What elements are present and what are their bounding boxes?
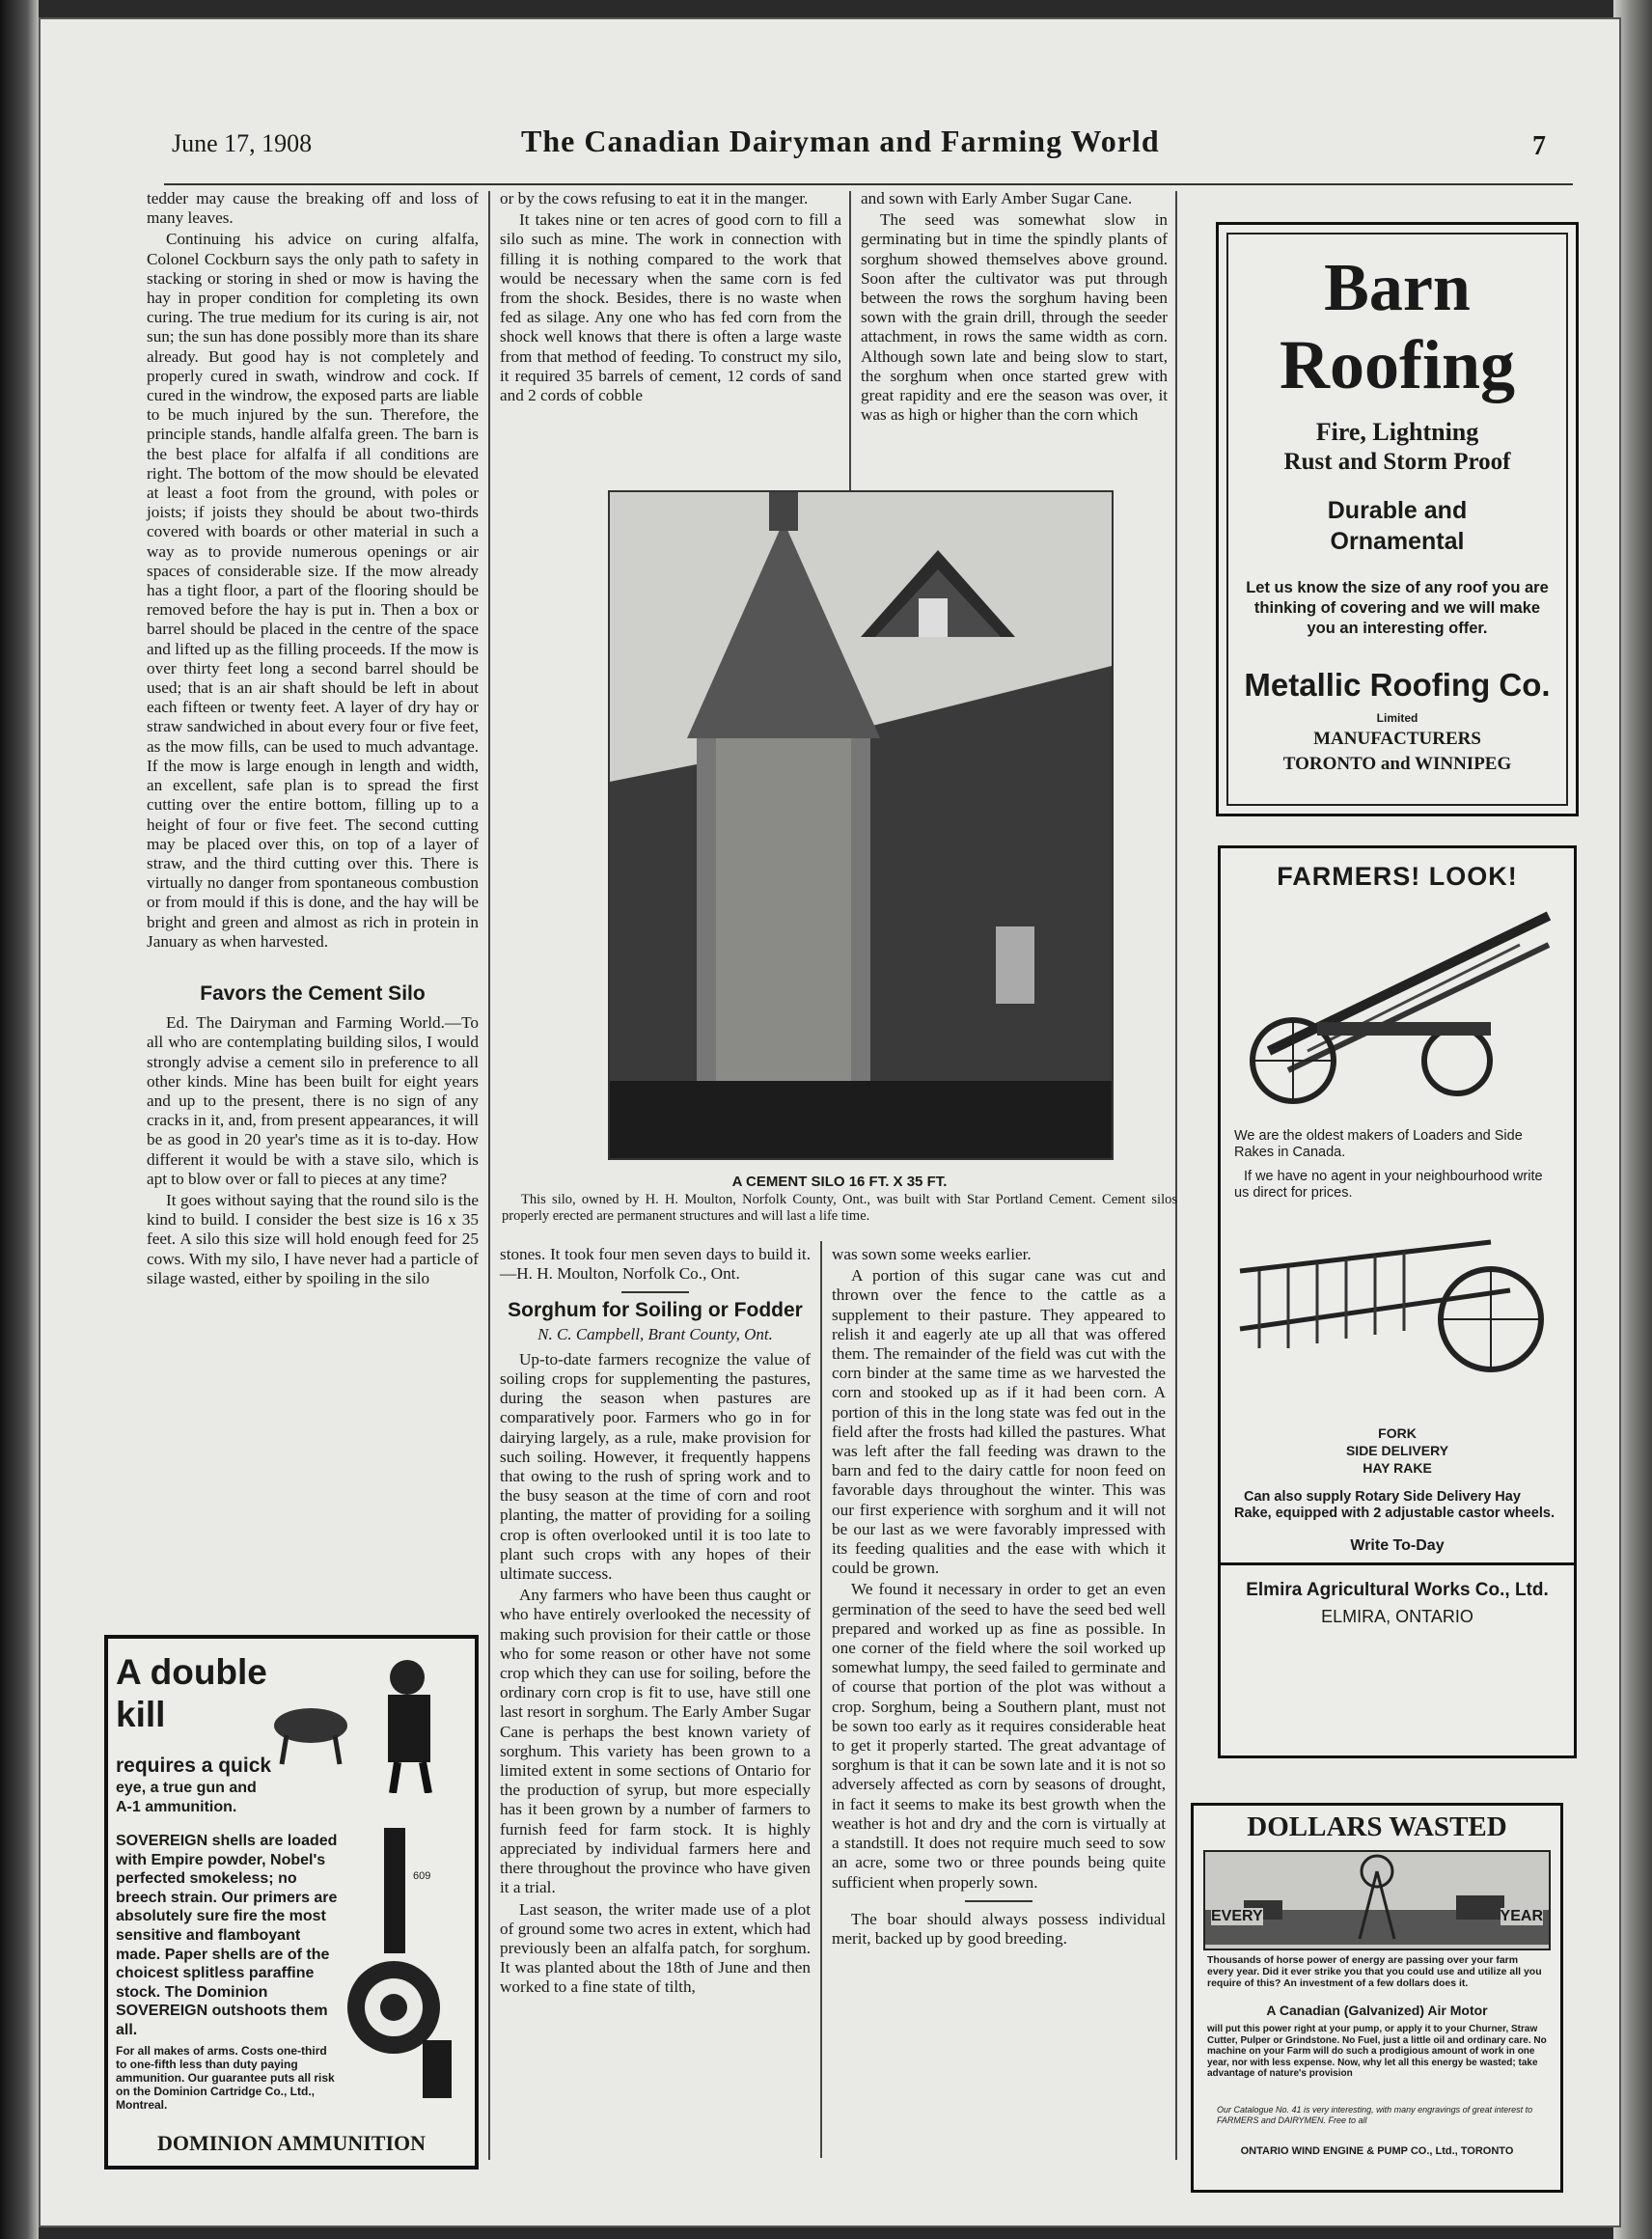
column-2-bottom: [500, 1245, 811, 2000]
silo-illustration: [610, 492, 1112, 1158]
hay-loader-illustration: [1230, 906, 1558, 1109]
paragraph: The boar should always possess individual merit, backed up by good breeding.: [832, 1909, 1166, 1948]
ad-divider: [1221, 1562, 1574, 1565]
ad-headline: Roofing: [1279, 326, 1516, 403]
ad-headline: FARMERS! LOOK!: [1277, 862, 1518, 891]
paragraph: We found it necessary in order to get an even germination of the seed to have the seed bed well prepared and worked up as fine as possible. In one corner of the field where the soil worked up somewhat lumpy, the seed failed to germinate and of course that portion of the plot was without a crop. Sorghum, being a Southern plant, must not be sown too early as it requires considerable heat to get it properly started. The great advantage of sorghum is that it can be sown late and it is not so adversely affected as corn by seasons of drought, in fact it seems to make its best growth when the weather is hot and dry and the corn is virtually at a standstill. It does not require much seed to sow an acre, some two or three pounds being quite sufficient when properly sown.: [832, 1580, 1166, 1892]
ad-text: We are the oldest makers of Loaders and Side Rakes in Canada.: [1234, 1128, 1523, 1160]
ad-headline: DOLLARS WASTED: [1247, 1811, 1507, 1842]
ad-dollars-wasted: [1191, 1803, 1563, 2193]
paragraph: was sown some weeks earlier.: [832, 1245, 1032, 1263]
paragraph: tedder may cause the breaking off and loss of many leaves.: [147, 189, 479, 228]
ad-subhead: A-1 ammunition.: [116, 1799, 237, 1815]
ad-text: SOVEREIGN shells are loaded with Empire powder, Nobel's perfected smokeless; no breech strain. Our primers are absolutely sure fire the most sensitive and flamboyant made. Paper shells are of the choicest splitless paraffine stock. The Dominion SOVEREIGN outshoots them all.: [116, 1833, 338, 2038]
ad-footer: DOMINION AMMUNITION: [156, 2131, 427, 2155]
header-rule: [164, 183, 1573, 185]
ad-write: Write To-Day: [1350, 1537, 1445, 1554]
ad-text: Can also supply Rotary Side Delivery Hay Rake, equipped with 2 adjustable castor wheels.: [1234, 1489, 1555, 1521]
ad-headline: kill: [116, 1695, 166, 1734]
shell-illustration: [345, 1828, 457, 2098]
column-1: [147, 189, 479, 1290]
paragraph: stones. It took four men seven days to build it.—H. H. Moulton, Norfolk Co., Ont.: [500, 1245, 811, 1284]
article-heading-silo: Favors the Cement Silo: [200, 981, 426, 1005]
separator: [621, 1291, 689, 1293]
ad-small-text: For all makes of arms. Costs one-third to one-fifth less than duty paying ammunition. Our guarantee puts all risk on the Dominion Cartridge Co., Ltd., Montreal.: [116, 2044, 335, 2112]
cement-silo-photo: [608, 490, 1114, 1160]
ad-headline: Barn: [1324, 251, 1471, 325]
paragraph: Last season, the writer made use of a plot of ground some two acres in extent, which had previously been an alfalfa patch, for sorghum. It was planted about the 18th of June and then worked to a fine state of tilth,: [500, 1899, 811, 1997]
separator: [965, 1900, 1032, 1902]
ad-subhead: Rust and Storm Proof: [1283, 449, 1511, 475]
hay-rake-icon: [1230, 1213, 1558, 1406]
ad-subhead: Durable and: [1327, 497, 1468, 524]
page-header: [135, 114, 1546, 172]
windmill-illustration: [1203, 1850, 1551, 1950]
ad-rake-label: FORK: [1378, 1425, 1417, 1441]
publication-title: The Canadian Dairyman and Farming World: [521, 124, 1160, 158]
windmill-icon: [1205, 1852, 1549, 1945]
ad-text: will put this power right at your pump, or apply it to your Churner, Straw Cutter, Pulper or Grindstone. No Fuel, just a little oil and ordinary care. No machine on your Farm will do such a prodigious amount of work in one year, nor with less expense. Now, why let all this energy be wasted; take advantage of nature's provision: [1207, 2024, 1547, 2079]
ad-motor: A Canadian (Galvanized) Air Motor: [1266, 2003, 1488, 2018]
newspaper-page: [39, 17, 1621, 2227]
caption-text: This silo, owned by H. H. Moulton, Norfolk County, Ont., was built with Star Portland Cement. Cement silos properly erected are permanent structures and will last a life time.: [502, 1192, 1177, 1224]
ad-text: Our Catalogue No. 41 is very interesting, with many engravings of great interest to FARMERS and DAIRYMEN. Free to all: [1217, 2105, 1533, 2125]
paragraph: Up-to-date farmers recognize the value of soiling crops for supplementing the pastures, during the season when pastures are comparatively poor. Farmers who go in for dairying largely, as a rule, make provision for such soiling. However, it frequently happens that owing to the rush of spring work and to the busy season at the time of corn and root planting, the matter of providing for a soiling crop is often overlooked until it is too late to plant such crops with any hopes of their ultimate success.: [500, 1349, 811, 1584]
ad-year: YEAR: [1500, 1908, 1543, 1924]
column-rule-2: [849, 191, 851, 500]
ad-number: 609: [413, 1870, 431, 1882]
binding-edge: [0, 0, 39, 2239]
ad-text: Let us know the size of any roof you are thinking of covering and we will make you an interesting offer.: [1246, 579, 1549, 637]
paragraph: The seed was somewhat slow in germinating but in time the spindly plants of sorghum showed themselves above ground. Soon after the cultivator was put through between the rows the sorghum having been sown with the grain drill, through the seeder attachment, in rows the same width as corn. Although sown late and being slow to start, the sorghum when once started grew with great rapidity and ere the season was over, it was as high or higher than the corn which: [861, 210, 1168, 425]
ad-every: EVERY: [1211, 1908, 1263, 1924]
ad-company: Metallic Roofing Co.: [1244, 667, 1551, 703]
column-rule-4: [820, 1241, 822, 2158]
ad-rake-label: SIDE DELIVERY: [1345, 1443, 1449, 1458]
ad-subhead: eye, a true gun and: [116, 1780, 257, 1796]
ad-limited: Limited: [1376, 711, 1418, 725]
hay-loader-icon: [1230, 906, 1558, 1109]
paragraph: A portion of this sugar cane was cut and thrown over the fence to the cattle as a supplement to their pasture. They appeared to relish it and eagerly ate up all that was offered them. The remainder of the field was cut with the corn binder at the same time as we harvested the corn and stooked up as if it had been corn. A portion of this in the long state was fed out in the field after the frosts had killed the pastures. What was left after the fall feeding was drawn to the barn and fed to the dairy cattle for noon feed on favorable days throughout the winter. This was our first experience with sorghum and it will not be our last as we were favorably impressed with its feeding qualities and the ease with which it could be grown.: [832, 1266, 1166, 1578]
ad-company: Elmira Agricultural Works Co., Ltd.: [1246, 1580, 1549, 1600]
column-3-top: [861, 189, 1168, 427]
hunter-icon: [253, 1648, 465, 1793]
column-3-bottom: [832, 1245, 1166, 1950]
paragraph: Any farmers who have been thus caught or who have entirely overlooked the necessity of making such provision for their cattle or those who for some reason or other have not some crop which they can use for soiling, before the ordinary corn crop is fit to use, have still one last resort in sorghum. The Early Amber Sugar Cane is perhaps the best known variety of sorghum. This variety has been grown to a limited extent in some sections of Ontario for the production of syrup, but more especially has it been grown by a number of farmers to furnish feed for farm stock. It is highly appreciated by individual farmers here and there throughout the province who have given it a trial.: [500, 1586, 811, 1897]
article-heading-sorghum: Sorghum for Soiling or Fodder: [508, 1299, 803, 1322]
ad-headline: A double: [116, 1652, 267, 1692]
photo-caption: [502, 1174, 1177, 1225]
ad-subhead: Fire, Lightning: [1315, 418, 1479, 446]
ad-city: ELMIRA, ONTARIO: [1321, 1607, 1473, 1626]
byline: N. C. Campbell, Brant County, Ont.: [537, 1324, 773, 1343]
column-rule-1: [488, 191, 490, 2160]
ad-farmers-look: [1218, 845, 1577, 1758]
ad-subhead: Ornamental: [1330, 528, 1465, 555]
ad-text: If we have no agent in your neighbourhood write us direct for prices.: [1234, 1169, 1543, 1201]
issue-date: June 17, 1908: [172, 129, 313, 157]
ad-barn-roofing: [1216, 222, 1579, 816]
paragraph: and sown with Early Amber Sugar Cane.: [861, 189, 1133, 207]
column-2-top: [500, 189, 841, 407]
ad-company: ONTARIO WIND ENGINE & PUMP CO., Ltd., TORONTO: [1240, 2145, 1514, 2157]
ad-cities: TORONTO and WINNIPEG: [1282, 754, 1512, 774]
ad-dominion-ammunition: [104, 1635, 479, 2170]
hunter-dog-illustration: [253, 1648, 465, 1793]
ad-rake-label: HAY RAKE: [1363, 1460, 1432, 1476]
caption-title: A CEMENT SILO 16 FT. X 35 FT.: [731, 1174, 948, 1190]
ad-subhead: requires a quick: [116, 1755, 272, 1777]
page-number: 7: [1532, 131, 1546, 161]
shotgun-shell-icon: [345, 1828, 457, 2098]
paragraph: It goes without saying that the round silo is the kind to build. I consider the best size is 16 x 35 feet. A silo this size will hold enough feed for 25 cows. With my silo, I have never had a particle of silage wasted, either by spoiling in the silo: [147, 1190, 479, 1287]
paragraph: Continuing his advice on curing alfalfa, Colonel Cockburn says the only path to safety in stacking or storing in shed or mow is having the hay in proper condition for completing its own curing. The true medium for its curing is air, not sun; the sun has done possibly more than its share already. But good hay is not completely and properly cured in swath, windrow and cock. If cured in the windrow, the exposed parts are liable to be much injured by the sun. Therefore, the principle stands, handle alfalfa green. The barn is the best place for alfalfa if all conditions are right. The bottom of the mow should be elevated at least a foot from the ground, with poles or joists; if joists they should be about two-thirds covered with boards or other material in such a way as to provide numerous openings or air spaces of considerable size. If the mow already has a tight floor, a part of the flooring should be removed before the hay is put in. Then a box or barrel should be placed in the centre of the space and lifted up as the filling proceeds. If the mow is over thirty feet long a second barrel should be used; that is an air shaft should be left in about each fifteen or twenty feet. A layer of dry hay or straw sandwiched in about every four or five feet, as the mow fills, can be used to much advantage. If the mow is large enough in length and width, an excellent, safe plan is to spread the first cutting over the entire bottom, filling up to a height of four or five feet. The second cutting may be placed over this, on top of a layer of straw, and the third cutting over this. There is virtually no danger from spontaneous combustion or from mould if this is done, and the hay will be bright and green and almost as rich in protein in January as when harvested.: [147, 230, 479, 951]
paragraph: It takes nine or ten acres of good corn to fill a silo such as mine. The work in connection with filling it is nothing compared to the work that would be necessary when the same corn is fed from the shock. Besides, there is no waste when fed as silage. Any one who has fed corn from the shock well knows that there is often a large waste from that method of feeding. To construct my silo, it required 35 barrels of cement, 12 cords of sand and 2 cords of cobble: [500, 210, 841, 405]
paragraph: or by the cows refusing to eat it in the manger.: [500, 189, 809, 207]
ad-text: Thousands of horse power of energy are passing over your farm every year. Did it ever strike you that you could use and utilize all you require of this? An investment of a few dollars does it.: [1207, 1954, 1542, 1989]
hay-rake-illustration: [1230, 1213, 1558, 1406]
paragraph: Ed. The Dairyman and Farming World.—To all who are contemplating building silos, I would strongly advise a cement silo in preference to all other kinds. Mine has been built for eight years and up to the present, there is no sign of any cracks in it, and, from present appearances, it will be as good in 20 year's time as it is to-day. How different it would be with a stave silo, which is apt to blow over or fall to pieces at any time?: [147, 1013, 479, 1188]
ad-manufacturers: MANUFACTURERS: [1313, 729, 1481, 749]
